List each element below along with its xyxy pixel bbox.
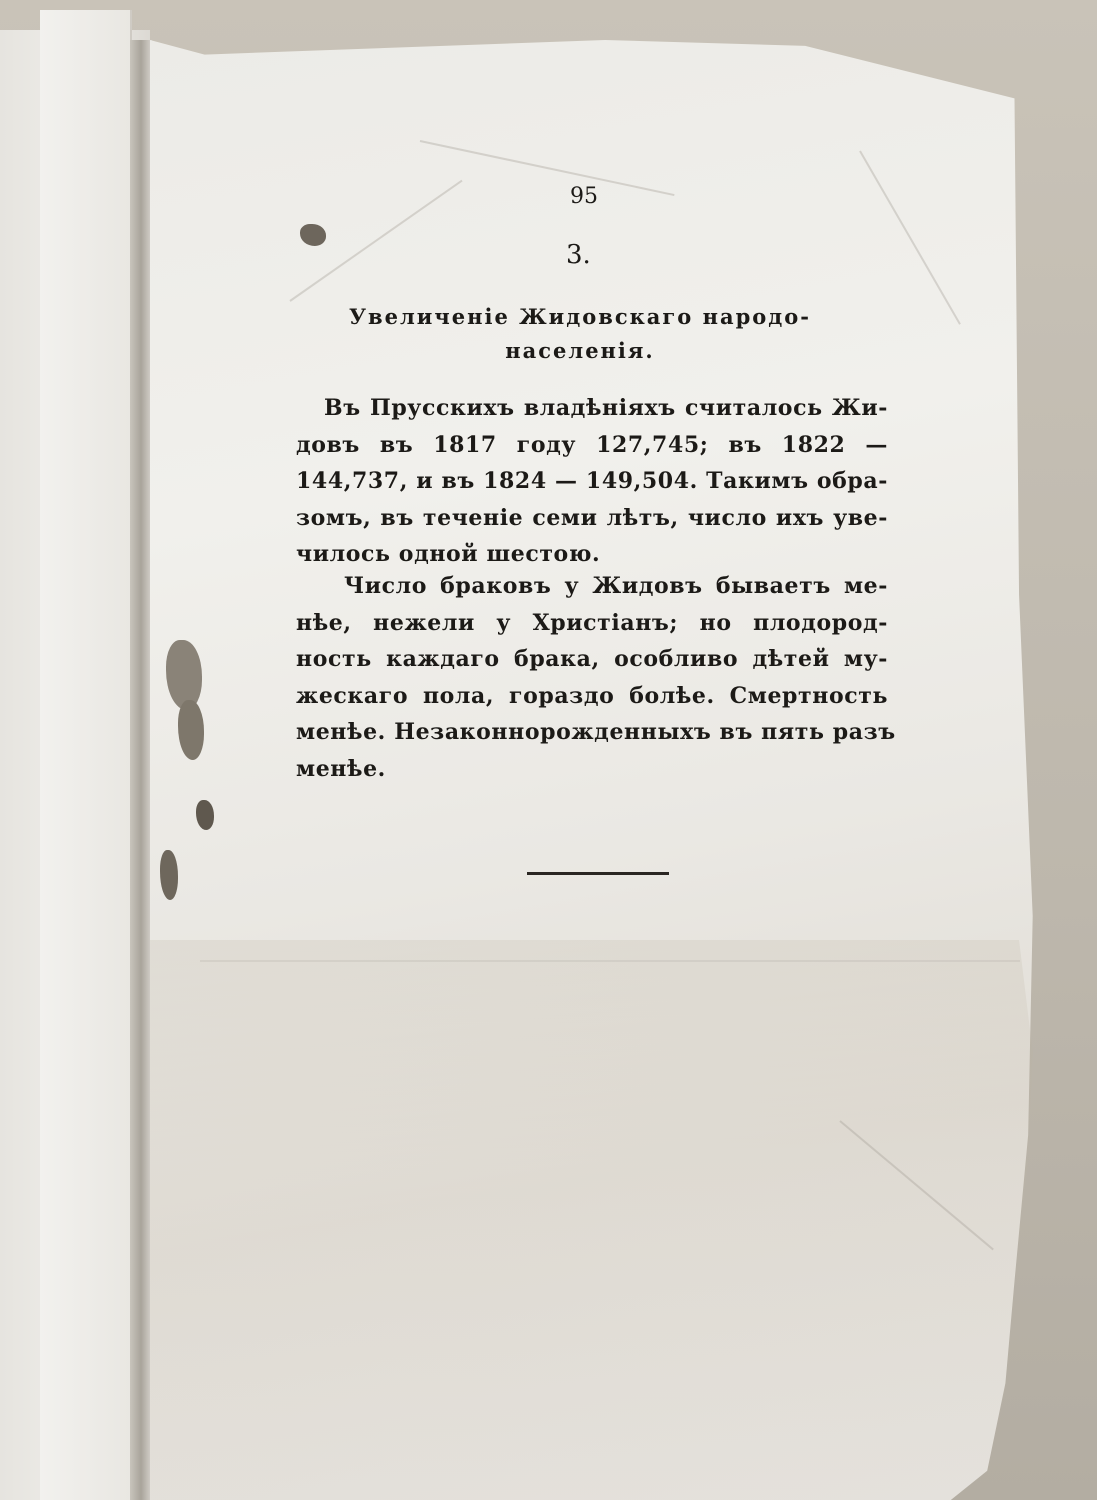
section-end-rule [527, 872, 669, 875]
page-number: 95 [570, 184, 598, 209]
text-line: довъ въ 1817 году 127,745; въ 1822 — [296, 431, 888, 458]
ink-spot [300, 224, 326, 246]
text-line: менѣе. Незаконнорожденныхъ въ пять разъ [296, 719, 896, 745]
text-line: Число браковъ у Жидовъ бываетъ ме- [344, 573, 888, 599]
crease-line [200, 960, 1020, 962]
text-line: жескаго пола, гораздо болѣе. Смертность [296, 682, 888, 709]
water-stain [150, 940, 1060, 1500]
book-gutter [130, 40, 152, 1500]
section-heading [300, 300, 860, 368]
page-tear [178, 700, 204, 760]
left-page-edge [40, 10, 132, 1500]
text-line: нѣе, нежели у Христiанъ; но плодород- [296, 609, 888, 636]
section-number: 3. [566, 240, 591, 270]
text-line: чилось одной шестою. [296, 541, 601, 567]
paragraph-population [296, 390, 888, 573]
page-tear [196, 800, 214, 830]
paragraph-marriages [296, 568, 896, 787]
page-tear [160, 850, 178, 900]
text-line: 144,737, и въ 1824 — 149,504. Такимъ обра- [296, 468, 888, 494]
text-line: Въ Прусскихъ владѣнiяхъ считалось Жи- [324, 395, 888, 421]
heading-line: населенiя. [505, 338, 655, 363]
heading-line: Увеличенiе Жидовскаго народо- [349, 304, 811, 329]
text-line: ность каждаго брака, особливо дѣтей му- [296, 646, 888, 672]
text-line: менѣе. [296, 755, 386, 782]
text-line: зомъ, въ теченiе семи лѣтъ, число ихъ уве- [296, 504, 888, 531]
